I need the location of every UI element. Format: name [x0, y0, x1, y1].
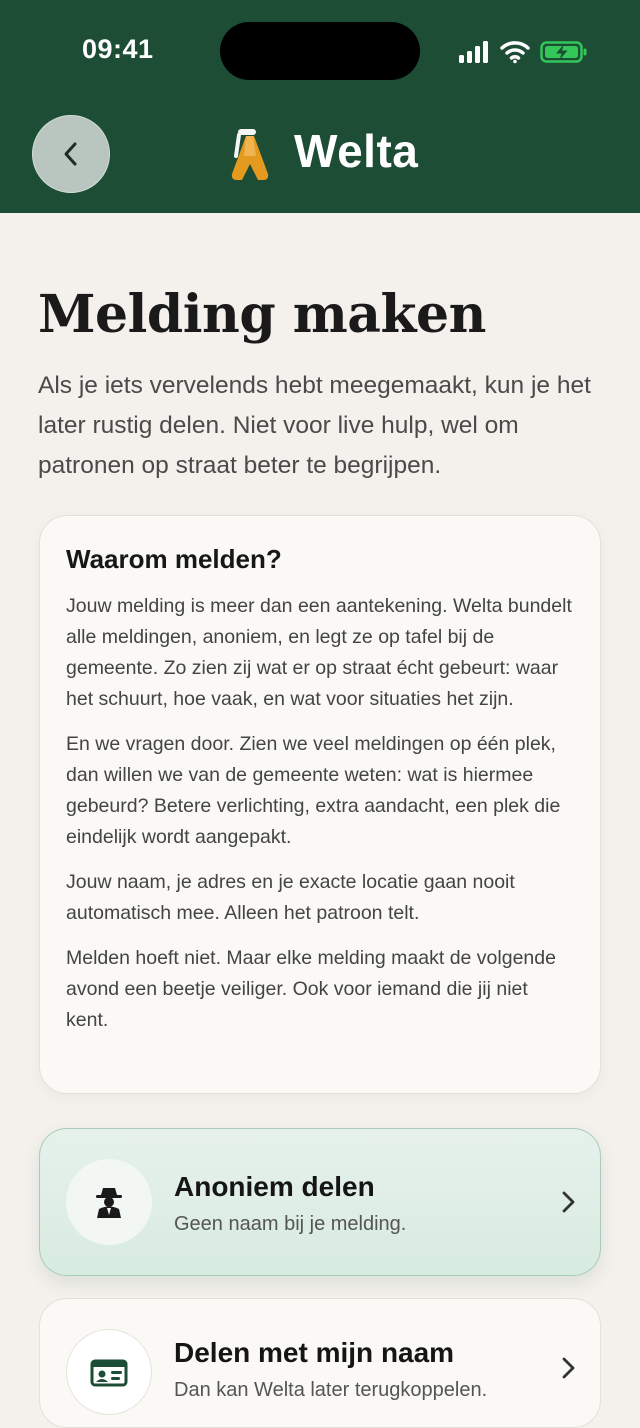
option-subtitle: Dan kan Welta later terugkoppelen.: [174, 1379, 488, 1401]
chevron-right-icon: [558, 1189, 578, 1215]
app-header: [0, 0, 640, 213]
share-with-name-button[interactable]: [39, 1298, 601, 1428]
dynamic-island: [220, 22, 420, 80]
option-subtitle: Geen naam bij je melding.: [174, 1213, 407, 1235]
status-time: 09:41: [82, 34, 154, 64]
battery-charging-icon: [540, 40, 588, 64]
back-button[interactable]: [32, 115, 110, 193]
page-intro: Als je iets vervelends hebt meegemaakt, kun je het later rustig delen. Niet voor live hulp, wel om patronen op straat beter te begrijpen.: [38, 372, 591, 479]
page-title: Melding maken: [38, 284, 486, 345]
icon-circle: [66, 1329, 152, 1415]
card-paragraph: Jouw naam, je adres en je exacte locatie gaan nooit automatisch mee. Alleen het patroon telt.: [66, 871, 515, 924]
wifi-icon: [500, 40, 530, 64]
chevron-left-icon: [61, 141, 81, 167]
why-report-card: [39, 515, 601, 1094]
incognito-icon: [92, 1185, 126, 1219]
card-paragraph: Melden hoeft niet. Maar elke melding maakt de volgende avond een beetje veiliger. Ook voor iemand die jij niet kent.: [66, 947, 556, 1031]
chevron-right-icon: [558, 1355, 578, 1381]
id-card-icon: [90, 1357, 128, 1387]
streetlamp-logo-icon: [222, 126, 278, 184]
card-paragraph: En we vragen door. Zien we veel meldingen op één plek, dan willen we van de gemeente weten: wat is hiermee gebeurd? Betere verlichting, extra aandacht, een plek die eindelijk wordt aangepakt.: [66, 733, 561, 848]
share-anonymous-button[interactable]: [39, 1128, 601, 1276]
card-paragraph: Jouw melding is meer dan een aantekening. Welta bundelt alle meldingen, anoniem, en legt ze op tafel bij de gemeente. Zo zien zij wat er op straat écht gebeurt: waar het schuurt, hoe vaak, en wat voor situaties het zijn.: [66, 595, 572, 710]
cellular-signal-icon: [458, 40, 492, 64]
icon-circle: [66, 1159, 152, 1245]
option-title: Delen met mijn naam: [174, 1337, 455, 1368]
card-heading: Waarom melden?: [66, 544, 282, 574]
app-title: Welta: [294, 125, 419, 177]
option-title: Anoniem delen: [174, 1171, 375, 1202]
